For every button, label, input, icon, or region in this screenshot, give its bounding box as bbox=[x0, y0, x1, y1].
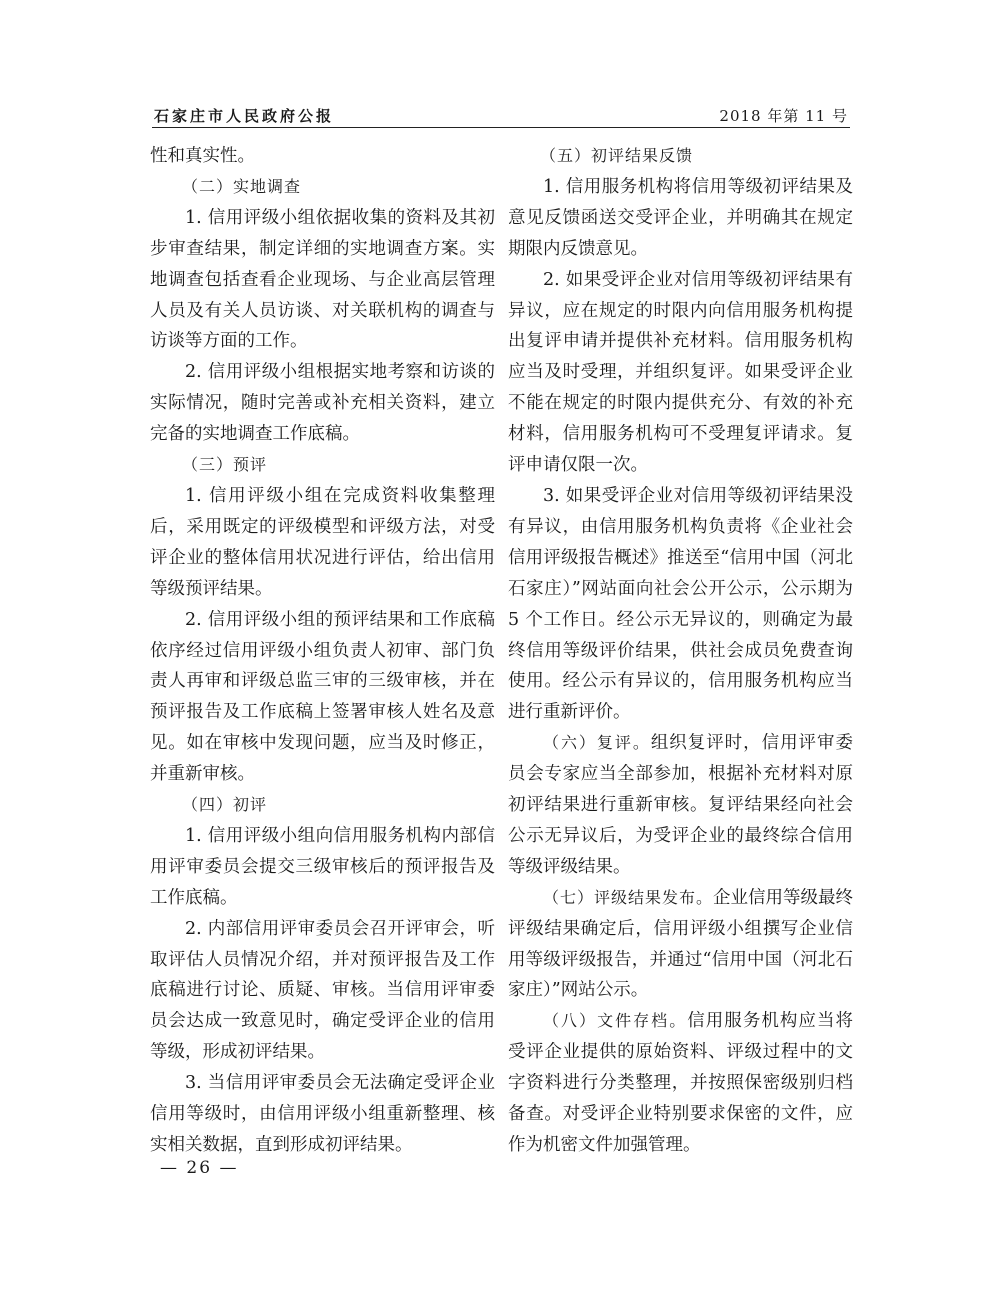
paragraph bbox=[508, 883, 853, 1007]
section-lead: （八）文件存档。 bbox=[543, 1011, 688, 1031]
paragraph bbox=[508, 1006, 853, 1161]
left-column bbox=[150, 141, 495, 1161]
paragraph-text: 企业信用等级最终评级结果确定后，信用评级小组撰写企业信用等级评级报告，并通过“信用中国（河北石家庄）”网站公示。 bbox=[508, 887, 854, 1001]
paragraph-text: 信用服务机构应当将受评企业提供的原始资料、评级过程中的文字资料进行分类整理，并按照保密级别归档备查。对受评企业特别要求保密的文件，应作为机密文件加强管理。 bbox=[508, 1011, 853, 1155]
paragraph: 1. 信用评级小组依据收集的资料及其初步审查结果，制定详细的实地调查方案。实地调查包括查看企业现场、与企业高层管理人员及有关人员访谈、对关联机构的调查与访谈等方面的工作。 bbox=[150, 207, 495, 352]
gazette-title: 石家庄市人民政府公报 bbox=[154, 107, 335, 125]
paragraph: 2. 信用评级小组的预评结果和工作底稿依序经过信用评级小组负责人初审、部门负责人再审和评级总监三审的三级审核，并在预评报告及工作底稿上签署审核人姓名及意见。如在审核中发现问题，应当及时修正，并重新审核。 bbox=[150, 609, 495, 785]
issue-number: 2018 年第 11 号 bbox=[719, 107, 848, 125]
paragraph: 1. 信用服务机构将信用等级初评结果及意见反馈函送交受评企业，并明确其在规定期限内反馈意见。 bbox=[508, 176, 853, 259]
page-number: — 26 — bbox=[160, 1158, 239, 1178]
paragraph: 3. 如果受评企业对信用等级初评结果没有异议，由信用服务机构负责将《企业社会信用评级报告概述》推送至“信用中国（河北石家庄）”网站面向社会公开公示，公示期为 5 个工作日。经公示无异议的，则确定为最终信用等级评价结果，供社会成员免费查询使用。经公示有异议的，信用服务机构应当进行重新评价。 bbox=[508, 485, 853, 723]
paragraph: 2. 信用评级小组根据实地考察和访谈的实际情况，随时完善或补充相关资料，建立完备的实地调查工作底稿。 bbox=[150, 362, 495, 445]
paragraph-text: 组织复评时，信用评审委员会专家应当全部参加，根据补充材料对原初评结果进行重新审核。复评结果经向社会公示无异议后，为受评企业的最终综合信用等级评级结果。 bbox=[508, 733, 853, 877]
paragraph: 1. 信用评级小组向信用服务机构内部信用评审委员会提交三级审核后的预评报告及工作底稿。 bbox=[150, 825, 495, 908]
section-heading: （四）初评 bbox=[182, 795, 268, 815]
section-lead: （七）评级结果发布。 bbox=[543, 887, 714, 907]
paragraph: 2. 内部信用评审委员会召开评审会，听取评估人员情况介绍，并对预评报告及工作底稿进行讨论、质疑、审核。当信用评审委员会达成一致意见时，确定受评企业的信用等级，形成初评结果。 bbox=[150, 918, 495, 1063]
paragraph: 3. 当信用评审委员会无法确定受评企业信用等级时，由信用评级小组重新整理、核实相关数据，直到形成初评结果。 bbox=[150, 1073, 495, 1155]
running-header bbox=[152, 105, 850, 128]
right-column bbox=[508, 141, 853, 1161]
section-heading: （三）预评 bbox=[182, 455, 268, 475]
paragraph: 2. 如果受评企业对信用等级初评结果有异议，应在规定的时限内向信用服务机构提出复评申请并提供补充材料。信用服务机构应当及时受理，并组织复评。如果受评企业不能在规定的时限内提供充分、有效的补充材料，信用服务机构可不受理复评请求。复评申请仅限一次。 bbox=[508, 269, 853, 476]
section-lead: （六）复评。 bbox=[543, 733, 651, 753]
paragraph: 性和真实性。 bbox=[150, 146, 255, 166]
paragraph bbox=[508, 728, 853, 883]
section-heading: （五）初评结果反馈 bbox=[540, 146, 694, 165]
paragraph: 1. 信用评级小组在完成资料收集整理后，采用既定的评级模型和评级方法，对受评企业的整体信用状况进行评估，给出信用等级预评结果。 bbox=[150, 485, 495, 599]
section-heading: （二）实地调查 bbox=[182, 176, 302, 196]
